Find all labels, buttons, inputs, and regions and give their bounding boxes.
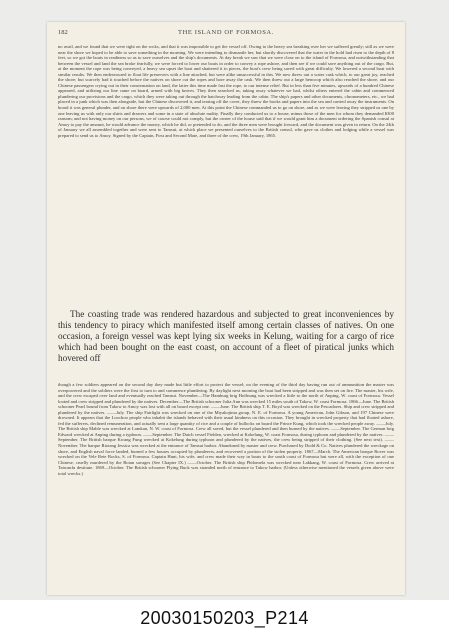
page-header — [58, 29, 394, 39]
wreck-chronology-paragraph: though a few soldiers appeared on the second day they made but little effort to protect the vessel; on the evening of the third day having run out of ammunition the master was overpowered and the soldiers were the first to turn to and commence plundering. By daylight next morning the boat had been stripped and was then set on fire. The master, his wife, and the crew escaped over land and eventually reached Tamsui. November—The Hamburg brig Hoffnung was wrecked a little to the north of Anping, W. coast of Formosa. Vessel looted and crew stripped and plundered by the natives. December—The British schooner Julia Ann was wrecked 15 miles south of Takow, W. coast Formosa. 1866—June. The British schooner Pearl bound from Takow to Amoy was lost with all on board except one. ——June. The British ship T. E. Boyd was wrecked on the Pescadores. Ship and crew stripped and plundered by the natives. ——July. The ship Fairlight was wrecked on one of the Miyakojima group, N. E. of Formosa. A young American, John Gibson, and 197 Chinese were drowned. It appears that the Loochoo people who inhabit the islands behaved with their usual kindness on this occasion. They brought in wrecked property that had floated ashore, fed the sufferers, declined remuneration, and actually sent a large quantity of rice and a couple of bullocks on board the Prince Kung, which took the wrecked people away. ——July. The British ship Mable was wrecked at Lamkan, N. W. coast of Formosa. Crew all saved, but the vessel plundered and then burned by the natives. ——September. The German brig Edward wrecked at Anping during a typhoon. ——September. The Dutch vessel Fielden, wrecked at Kokelung, W. coast Formosa, during typhoon and plundered by the natives. ——September. The British barque Kwang Fung wrecked at Kokelung during typhoon and plundered by the natives, the crew being stripped of their clothing. (See next text). ——November. The barque Riotang Jessica was wrecked at the entrance of Tamsui harbor. Abandoned by master and crew. Purchased by Dodd & Co. Natives plundered the wreckage on shore, and English naval force landed, burned a few houses occupied by plunderers, and recovered a portion of the stolen property. 1867—March. The American barque Rover was wrecked on the Vele Rete Rocks, S. of Formosa. Captain Hunt, his wife, and crew made their way in boats to the south coast of Formosa but were all, with the exception of one Chinese, cruelly murdered by the Botan savages (See Chapter IX.) ——October. The British ship Philomela was wrecked near Lakkang, W. coast of Formosa. Crew arrived at Taiwanfu destitute. 1869—October. The British schooner Flying Buck was stranded north of entrance to Takow harbor. (Unless otherwise mentioned the vessels given above were total wrecks.) — [58, 382, 394, 476]
quoted-narrative-paragraph: no avail, and we found that we were tight on the rocks, and that it was impossible to get the vessel off. Owing to the heavy sea breaking over her we suffered greatly; still as we were near the shore we hoped to be able to save something in the morning. We were intending to dismantle her, but shortly discovered that the water in the hold had risen to the depth of 8 feet, so we got the boats in readiness so as to save ourselves and the ship's documents. At day break we saw that we were close on to the island of Formosa, and notwithstanding that between the vessel and land the sea broke fearfully, we were forced to lower our boats in order to convey a rope ashore, and then see if we could save anything out of the cargo. But, at the moment the rope was being conveyed, a heavy sea upset the boat and shattered it to pieces, the boat's crew being saved with great difficulty. We lowered a second boat with similar results. We then endeavoured to float life preservers with a line attached, but were alike unsuccessful in this. We now threw out a water cask which, to our great joy, reached the shore; but scarcely had it touched before the natives on shore cut the ropes and bore away the cask. We then threw out a large hencoop which also reached the shore, and our Chinese passengers crying out in their consternation on land, the latter this time made fast the rope, to our intense relief. But in less than five minutes, upwards of a hundred Chinese appeared, and utilizing our line came on board, armed with big knives. They then searched us, taking away whatever we had, whilst others entered the cabin and commenced plundering our provisions and the cargo, which they were taking out through the hatchway leading from the cabin. The ship's papers and other documents, chronometers, etc., we had placed in a junk which was then alongside, but the Chinese discovered it, and tearing off the cover, they threw the books and papers into the sea and carried away the instruments. On board it was general plunder, and on shore there were upwards of 2,000 men. At this point the Chinese commanded us to go on shore, and as we were leaving they stripped us one by one leaving us with only our shirts and drawers and some in a state of absolute nudity. Finally they conducted us to a house, minus those of the men for whom they demanded $300 ransom; and not having money on our persons, we of course could not comply, but the owner of the house said that if we would grant him a document ordering the Spanish consul at Amoy to pay the amount, he would advance the money, which he did, or pretended to do, and the three men were brought forward, and the document was given in return. On the 24th of January we all assembled together and were sent to Tamsui, at which place we presented ourselves to the British consul, who gave us clothes and lodging while a vessel was prepared to send us to Amoy. Signed by the Captain, First and Second Mate, and three of the crew, 19th January, 1865. — [58, 44, 394, 138]
main-paragraph: The coasting trade was rendered hazardous and subjected to great inconveniences by this tendency to piracy which manifested itself among certain classes of natives. On one occasion, a foreign vessel was kept lying six weeks in Kelung, waiting for a cargo of rice which had been bought on the east coast, on account of a fleet of piratical junks which hovered off — [58, 309, 394, 363]
page-number: 182 — [58, 29, 68, 36]
book-page — [47, 22, 405, 595]
image-caption-id: 20030150203_P214 — [140, 608, 309, 628]
running-head: THE ISLAND OF FORMOSA. — [178, 29, 274, 36]
